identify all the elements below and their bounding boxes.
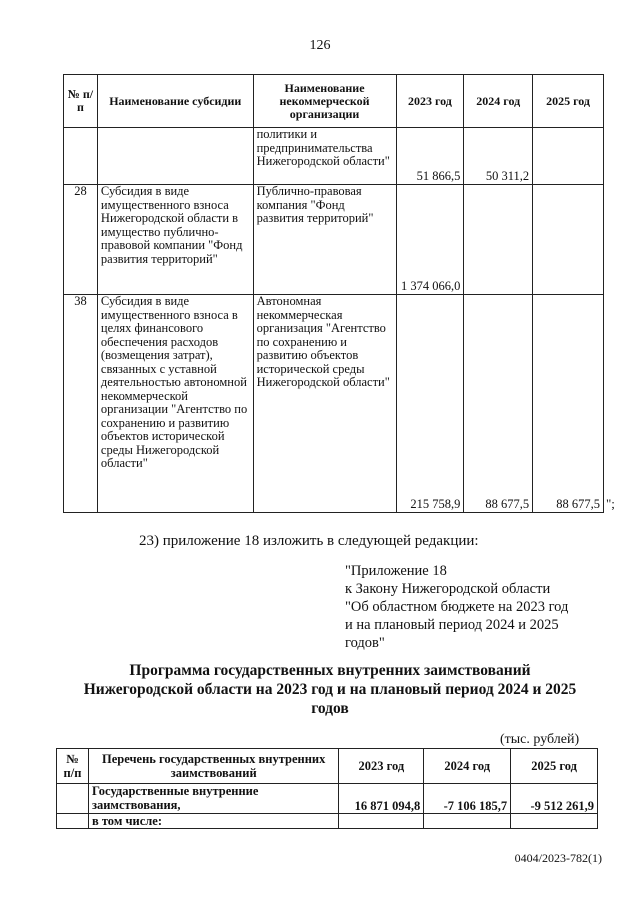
- row-value-2023: 16 871 094,8: [339, 784, 424, 814]
- row-label: в том числе:: [88, 814, 339, 829]
- row-value-2024: [464, 185, 533, 295]
- header-num: № п/п: [64, 75, 98, 128]
- units-label: (тыс. рублей): [500, 732, 580, 747]
- borrowings-table: [56, 748, 598, 829]
- table-row: [57, 814, 598, 829]
- table-row: [64, 185, 604, 295]
- header-2023: 2023 год: [339, 749, 424, 784]
- row-org: Автономная некоммерческая организация "Агентство по сохранению и развитию объектов исторической среды Нижегородской области": [253, 295, 396, 513]
- row-value-2023: 215 758,9: [396, 295, 464, 513]
- row-num: [57, 784, 89, 814]
- header-list: Перечень государственных внутренних заимствований: [88, 749, 339, 784]
- subsidies-table: [63, 74, 604, 513]
- row-num: [64, 128, 98, 185]
- row-org: Публично-правовая компания "Фонд развития территорий": [253, 185, 396, 295]
- row-value-2025: 88 677,5: [533, 295, 604, 513]
- title-line: Программа государственных внутренних заимствований: [129, 662, 531, 679]
- closing-quote-mark: ";: [606, 496, 615, 511]
- row-value-2025: [533, 128, 604, 185]
- row-subsidy: [97, 128, 253, 185]
- row-num: 28: [64, 185, 98, 295]
- row-value-2025: [511, 814, 598, 829]
- table-row: [64, 295, 604, 513]
- row-value-2024: [424, 814, 511, 829]
- header-subsidy: Наименование субсидии: [97, 75, 253, 128]
- header-org: Наименование некоммерческой организации: [253, 75, 396, 128]
- table-row: [57, 784, 598, 814]
- row-value-2025: [533, 185, 604, 295]
- page-number: 126: [309, 38, 331, 53]
- header-num: № п/п: [57, 749, 89, 784]
- title-line: годов: [311, 700, 349, 717]
- row-value-2023: 51 866,5: [396, 128, 464, 185]
- row-num: [57, 814, 89, 829]
- row-value-2024: 88 677,5: [464, 295, 533, 513]
- header-2023: 2023 год: [396, 75, 464, 128]
- row-label: Государственные внутренние заимствования,: [88, 784, 339, 814]
- row-num: 38: [64, 295, 98, 513]
- appendix-line: "Об областном бюджете на 2023 год: [345, 599, 569, 615]
- table-header-row: [64, 75, 604, 128]
- appendix-line: "Приложение 18: [345, 563, 447, 579]
- appendix-header: [345, 562, 568, 652]
- title-line: Нижегородской области на 2023 год и на плановый период 2024 и 2025: [83, 681, 577, 698]
- table-header-row: [57, 749, 598, 784]
- row-value-2024: 50 311,2: [464, 128, 533, 185]
- appendix-line: годов": [345, 635, 385, 651]
- header-2025: 2025 год: [533, 75, 604, 128]
- amendment-instruction: 23) приложение 18 изложить в следующей редакции:: [139, 533, 479, 549]
- row-value-2023: [339, 814, 424, 829]
- appendix-line: к Закону Нижегородской области: [345, 581, 551, 597]
- program-title: [60, 661, 600, 718]
- row-value-2024: -7 106 185,7: [424, 784, 511, 814]
- row-value-2023: 1 374 066,0: [396, 185, 464, 295]
- appendix-line: и на плановый период 2024 и 2025: [345, 617, 559, 633]
- row-value-2025: -9 512 261,9: [511, 784, 598, 814]
- header-2024: 2024 год: [424, 749, 511, 784]
- row-org: политики и предпринимательства Нижегородской области": [253, 128, 396, 185]
- document-code: 0404/2023-782(1): [514, 851, 602, 865]
- header-2025: 2025 год: [511, 749, 598, 784]
- row-subsidy: Субсидия в виде имущественного взноса Нижегородской области в имущество публично-правовой компании "Фонд развития территорий": [97, 185, 253, 295]
- table-row: [64, 128, 604, 185]
- header-2024: 2024 год: [464, 75, 533, 128]
- row-subsidy: Субсидия в виде имущественного взноса в целях финансового обеспечения расходов (возмещения затрат), связанных с уставной деятельностью автономной некоммерческой организации "Агентство по сохранению и развитию объектов исторической среды Нижегородской области": [97, 295, 253, 513]
